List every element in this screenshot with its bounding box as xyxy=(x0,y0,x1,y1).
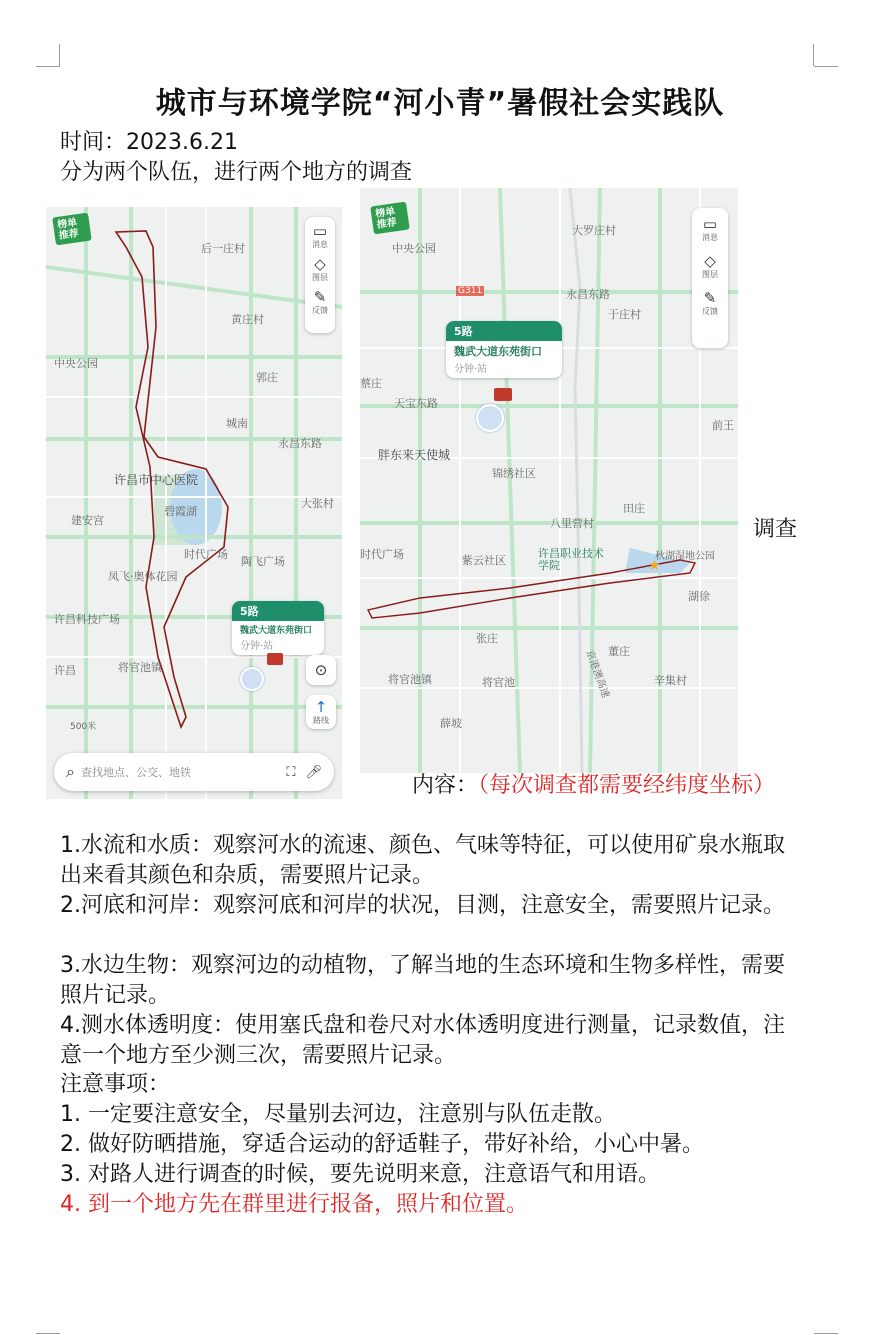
map-right[interactable] xyxy=(360,188,738,773)
bus-line: 5路 xyxy=(232,601,324,621)
toolbar-label: 图层 xyxy=(702,270,718,279)
map-label: 陶飞广场 xyxy=(241,555,285,568)
content-label: 内容： xyxy=(412,773,479,798)
map-label: 辛集村 xyxy=(654,674,687,687)
map-label: 秋湖湿地公园 xyxy=(655,551,715,562)
ranking-badge[interactable]: 榜单推荐 xyxy=(52,213,92,246)
target-icon: ⊙ xyxy=(314,661,328,679)
map-label: 时代广场 xyxy=(360,548,404,561)
toolbar-label: 消息 xyxy=(702,233,718,242)
feedback-button[interactable] xyxy=(305,289,335,316)
layers-icon: ◇ xyxy=(704,252,716,270)
arrow-up-icon: ↑ xyxy=(314,697,328,716)
map-label: 前王 xyxy=(712,419,734,432)
bus-line: 5路 xyxy=(446,321,562,341)
toolbar-label: 反馈 xyxy=(312,306,328,315)
note-2: 2. 做好防晒措施，穿适合运动的舒适鞋子，带好补给，小心中暑。 xyxy=(60,1132,704,1157)
bus-card[interactable] xyxy=(232,601,324,655)
toolbar-label: 图层 xyxy=(312,273,328,282)
bus-stop: 魏武大道东苑街口 xyxy=(240,626,313,636)
crop-mark xyxy=(59,44,60,66)
map-label: 碧霞湖 xyxy=(164,505,197,518)
toolbar-label: 消息 xyxy=(312,240,328,249)
bus-minutes: 分钟·站 xyxy=(240,641,274,652)
map-label: 永昌东路 xyxy=(566,288,610,301)
map-label: 薛坡 xyxy=(440,717,462,730)
item-1: 1.水流和水质：观察河水的流速、颜色、气味等特征，可以使用矿泉水瓶取出来看其颜色和杂质，需要照片记录。 xyxy=(60,833,785,888)
map-label: 许昌科技广场 xyxy=(54,613,120,626)
search-input[interactable]: 查找地点、公交、地铁 xyxy=(80,766,191,779)
map-label: 许昌职业技术学院 xyxy=(538,547,604,572)
highway-label: 京港澳高速 xyxy=(583,648,611,700)
toolbar-label: 反馈 xyxy=(702,307,718,316)
item-4: 4.测水体透明度：使用塞氏盘和卷尺对水体透明度进行测量，记录数值，注意一个地方至少测三次，需要照片记录。 xyxy=(60,1013,785,1068)
pencil-icon: ✎ xyxy=(703,289,717,307)
message-icon: ▭ xyxy=(312,222,328,240)
bus-minutes: 分钟·站 xyxy=(454,364,488,375)
crop-mark xyxy=(36,66,60,67)
layers-button[interactable] xyxy=(692,253,728,280)
side-label: 调查 xyxy=(753,517,798,542)
map-label: 胖东来天使城 xyxy=(378,448,451,462)
map-label: 锦绣社区 xyxy=(492,467,536,480)
map-label: 田庄 xyxy=(623,502,645,515)
map-label: 湖徐 xyxy=(688,590,710,603)
locate-button[interactable] xyxy=(306,655,336,685)
map-label: 城南 xyxy=(226,417,248,430)
map-label: 凤飞·奥体花园 xyxy=(108,570,178,583)
map-label: 许昌市中心医院 xyxy=(114,473,199,487)
route-button[interactable] xyxy=(306,695,336,729)
content-note: （每次调查都需要经纬度坐标） xyxy=(478,773,776,798)
crop-mark xyxy=(814,66,838,67)
map-toolbar xyxy=(305,217,335,333)
map-label: 将官池 xyxy=(482,676,515,689)
road-number: G311 xyxy=(458,286,483,296)
bus-icon xyxy=(267,653,283,665)
notes-heading: 注意事项： xyxy=(60,1072,171,1097)
bus-stop: 魏武大道东苑街口 xyxy=(454,345,542,358)
map-label: 建安宫 xyxy=(71,514,104,527)
scale-label: 500米 xyxy=(70,722,97,732)
map-label: 中央公园 xyxy=(54,357,98,370)
map-label: 大罗庄村 xyxy=(572,224,616,237)
crop-mark xyxy=(813,44,814,66)
layers-button[interactable] xyxy=(305,256,335,283)
map-label: 许昌 xyxy=(54,664,76,677)
map-label: 永昌东路 xyxy=(278,437,322,450)
map-left[interactable] xyxy=(46,207,342,799)
crop-mark xyxy=(814,1333,838,1334)
map-label: 将官池镇 xyxy=(118,661,162,674)
map-label: 董庄 xyxy=(608,645,630,658)
map-label: 天宝东路 xyxy=(394,397,438,410)
item-3: 3.水边生物：观察河边的动植物，了解当地的生态环境和生物多样性，需要照片记录。 xyxy=(60,953,785,1008)
map-label: 于庄村 xyxy=(608,308,641,321)
map-toolbar xyxy=(692,208,728,348)
scan-icon[interactable]: ⛶ xyxy=(286,764,296,780)
map-label: 郭庄 xyxy=(256,371,278,384)
ranking-badge[interactable]: 榜单推荐 xyxy=(370,202,410,235)
search-bar[interactable] xyxy=(54,753,334,791)
content-heading xyxy=(412,771,792,801)
bus-card[interactable] xyxy=(446,321,562,378)
microphone-icon[interactable]: 🎤︎ xyxy=(305,764,322,780)
map-label: 八里营村 xyxy=(550,517,594,530)
item-2: 2.河底和河岸：观察河底和河岸的状况，目测，注意安全，需要照片记录。 xyxy=(60,893,785,918)
map-label: 紫云社区 xyxy=(462,554,506,567)
message-icon: ▭ xyxy=(702,215,718,233)
note-4: 4. 到一个地方先在群里进行报备，照片和位置。 xyxy=(60,1192,528,1217)
message-button[interactable] xyxy=(305,223,335,250)
star-icon: ★ xyxy=(648,558,661,574)
crop-mark xyxy=(36,1333,60,1334)
date-line: 时间：2023.6.21 xyxy=(60,130,238,155)
note-3: 3. 对路人进行调查的时候，要先说明来意，注意语气和用语。 xyxy=(60,1162,660,1187)
layers-icon: ◇ xyxy=(314,255,326,273)
search-icon: ⌕ xyxy=(66,762,75,781)
page-title: 城市与环境学院“河小青”暑假社会实践队 xyxy=(155,86,725,121)
pencil-icon: ✎ xyxy=(313,288,327,306)
user-location-icon xyxy=(476,404,504,432)
map-label: 中央公园 xyxy=(392,242,436,255)
map-label: 后一庄村 xyxy=(201,242,245,255)
user-location-icon xyxy=(240,667,264,691)
map-label: 黄庄村 xyxy=(231,313,264,326)
route-label: 路线 xyxy=(313,715,329,725)
map-label: 大张村 xyxy=(301,497,334,510)
message-button[interactable] xyxy=(692,216,728,243)
intro-line: 分为两个队伍，进行两个地方的调查 xyxy=(60,160,413,185)
feedback-button[interactable] xyxy=(692,290,728,317)
map-label: 将官池镇 xyxy=(388,673,432,686)
map-label: 蔡庄 xyxy=(360,377,382,390)
map-label: 张庄 xyxy=(476,632,498,645)
bus-icon xyxy=(494,388,512,401)
map-label: 时代广场 xyxy=(184,548,228,561)
note-1: 1. 一定要注意安全，尽量别去河边，注意别与队伍走散。 xyxy=(60,1102,616,1127)
